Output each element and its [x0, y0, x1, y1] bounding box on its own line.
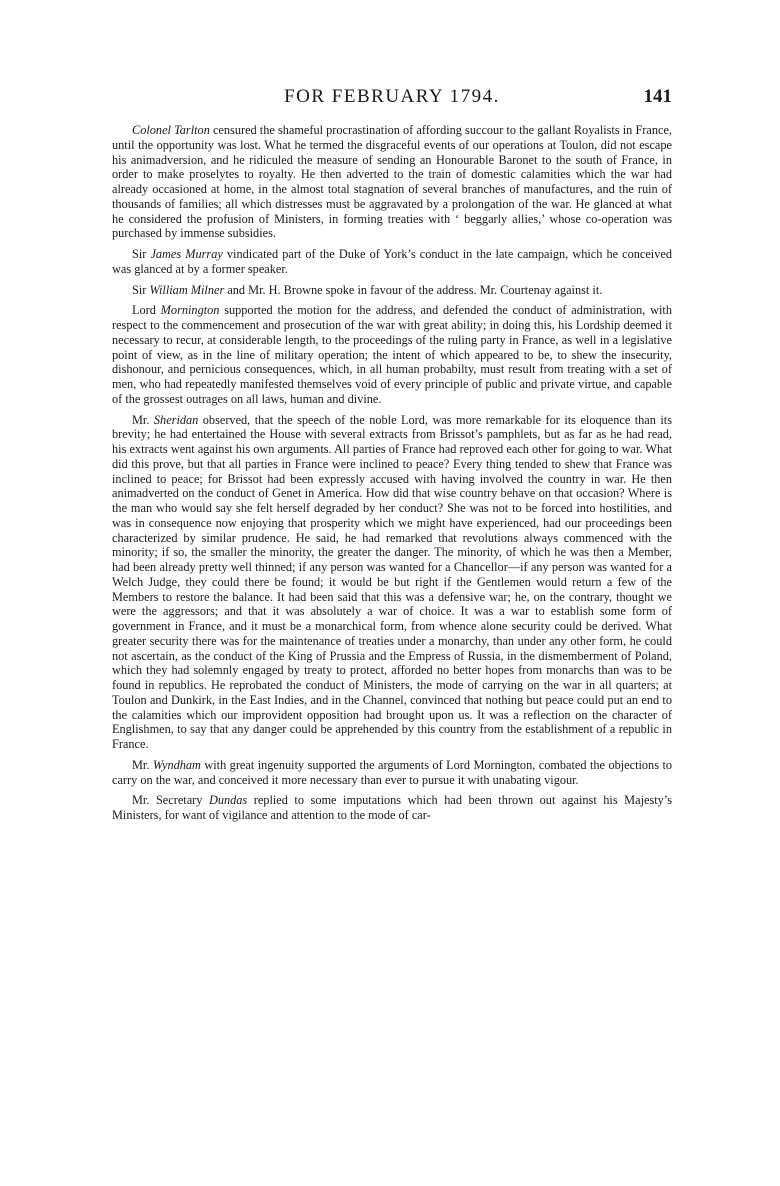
body-text: [112, 123, 672, 829]
running-title: FOR FEBRUARY 1794.: [284, 86, 500, 107]
speaker-name: Wyndham: [152, 757, 201, 772]
paragraph-dundas: Mr. Secretary Dundas replied to some imputations which had been thrown out against his Majesty’s Ministers, for want of vigilance and attention to the mode of car-: [112, 793, 672, 822]
speaker-name: Sheridan: [153, 412, 199, 427]
running-head: [112, 86, 672, 112]
speaker-name: Mornington: [160, 303, 220, 318]
page-number: 141: [643, 86, 672, 107]
speaker-name: Colonel Tarlton: [132, 123, 210, 137]
paragraph-sheridan: Mr. Sheridan observed, that the speech of the noble Lord, was more remarkable for its eloquence than its brevity; he had entertained the House with several extracts from Brissot’s pamphlets, but as far as he had read, his extracts went against his own arguments. All parties of France had reproved each other for going to war. What did this prove, but that all parties in France were inclined to peace? Every thing tended to shew that France was inclined to peace; for Brissot had been expressly accused with having involved the country in war. He then animadverted on the conduct of Genet in America. How did that wise country behave on that occasion? Where is the man who would say she felt herself degraded by her conduct? She was not to be forced into hostilities, and was in consequence now enjoying that prosperity which we might have experienced, had our proceedings been characterized by similar prudence. He said, he had remarked that revolutions always commenced with the minority; if so, the smaller the minority, the greater the danger. The minority, of which he was then a Member, had been already pretty well thinned; if any person was wanted for a Chancellor—if any person was wanted for a Welch Judge, they could there be found; it would be but right if the Gentlemen would return a few of the Members to restore the balance. It had been said that this was a defensive war; he, on the contrary, thought we were the aggressors; and that it was absolutely a war of choice. It was a war to establish some form of government in France, and it must be a monarchical form, from whence alone security could be derived. What greater security there was for the maintenance of treaties under a monarchy, than under any other form, he could not ascertain, as the conduct of the King of Prussia and the Empress of Russia, in the dismemberment of Poland, which they had solemnly engaged by treaty to protect, afforded no better hopes from monarchs than was to be found in republics. He reprobated the conduct of Ministers, the mode of carrying on the war in all quarters; at Toulon and Dunkirk, in the East Indies, and in the Channel, convinced that nothing but peace could put an end to the calamities which our improvident opposition had brought upon us. It was a reflection on the character of Englishmen, to say that any danger could be apprehended by this country from the establishment of a republic in France.: [112, 412, 673, 751]
speaker-name: William Milner: [149, 282, 225, 297]
paragraph-milner: Sir William Milner and Mr. H. Browne spoke in favour of the address. Mr. Courtenay against it.: [132, 282, 603, 297]
paragraph-wyndham: Mr. Wyndham with great ingenuity supported the arguments of Lord Mornington, combated the objections to carry on the war, and conceived it more necessary than ever to pursue it with unabating vigour.: [112, 757, 673, 787]
paragraph-mornington: Lord Mornington supported the motion for the address, and defended the conduct of administration, with respect to the commencement and prosecution of the war with great ability; in doing this, his Lordship deemed it necessary to recur, at considerable length, to the proceedings of the ruling party in France, as well in a legislative point of view, as in the line of military operation; the intent of which appeared to be, to shew the insecurity, dishonour, and pernicious consequences, which, in all human probabilty, must result from treating with a set of men, who had repeatedly manifested themselves void of every principle of public and private virtue, and capable of the grossest outrages on all laws, human and divine.: [112, 303, 672, 406]
speaker-name: Dundas: [208, 793, 248, 808]
paragraph-tarlton: Colonel Tarlton censured the shameful procrastination of affording succour to the gallant Royalists in France, until the opportunity was lost. What he termed the disgraceful events of our operations at Toulon, did not escape his animadversion, and he ridiculed the measure of sending an Honourable Baronet to the south of France, in order to make proselytes to royalty. He then adverted to the train of domestic calamities which the war had already occasioned at home, in the almost total stagnation of several branches of manufactures, and the ruin of thousands of families; all which distresses must be aggravated by a prolongation of the war. He glanced at what he considered the profusion of Ministers, in forming treaties with ‘ beggarly allies,’ whose co-operation was purchased by immense subsidies.: [112, 123, 672, 241]
speaker-name: James Murray: [150, 247, 223, 261]
paragraph-murray: Sir James Murray vindicated part of the Duke of York’s conduct in the late campaign, which he conceived was glanced at by a former speaker.: [112, 247, 672, 276]
